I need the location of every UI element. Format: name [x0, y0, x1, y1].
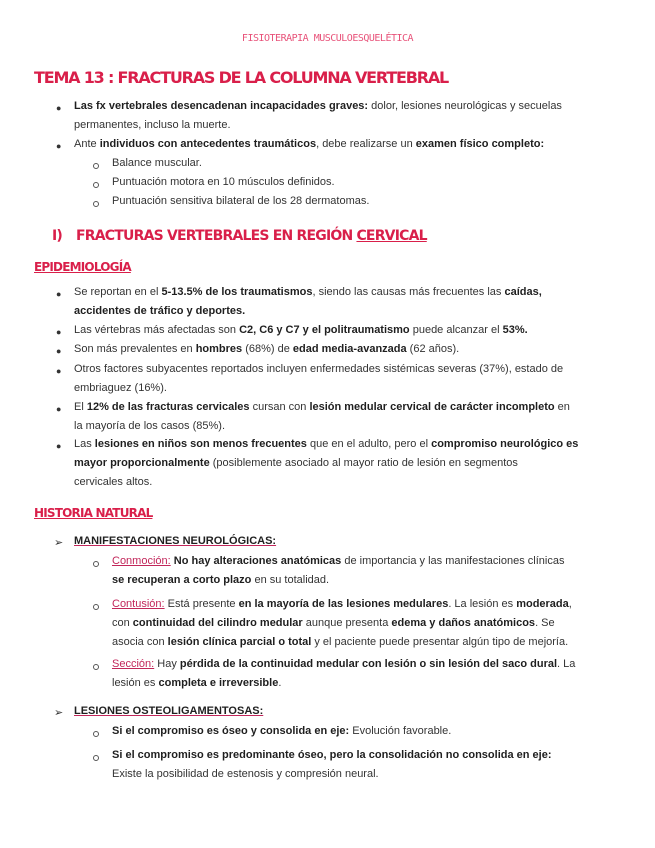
- epi-item-3: Son más prevalentes en hombres (68%) de edad media-avanzada (62 años).: [74, 343, 460, 355]
- lesiones-heading: LESIONES OSTEOLIGAMENTOSAS:: [74, 705, 264, 717]
- intro-item-1: Las fx vertebrales desencadenan incapacidades graves: dolor, lesiones neurológicas y secuelas permanentes, incluso la muerte.: [74, 100, 562, 131]
- lesion-item-1: Si el compromiso es óseo y consolida en eje: Evolución favorable.: [112, 725, 452, 737]
- bullet-icon: ●: [56, 141, 62, 151]
- circle-bullet-icon: [93, 201, 99, 207]
- bullet-icon: ●: [56, 327, 62, 337]
- circle-bullet-icon: [93, 664, 99, 670]
- circle-bullet-icon: [93, 731, 99, 737]
- intro-item-2: Ante individuos con antecedentes traumáticos, debe realizarse un examen físico completo:: [74, 138, 545, 150]
- circle-bullet-icon: [93, 604, 99, 610]
- intro-sub-item: Balance muscular.: [112, 157, 202, 169]
- circle-bullet-icon: [93, 163, 99, 169]
- epi-item-5: El 12% de las fracturas cervicales cursan con lesión medular cervical de carácter incompleto en la mayoría de los casos (85%).: [74, 401, 570, 432]
- bullet-icon: ●: [56, 366, 62, 376]
- seccion-item: Sección: Hay pérdida de la continuidad medular con lesión o sin lesión del saco dural. La lesión es completa e irreversible.: [112, 658, 576, 689]
- epi-item-1: Se reportan en el 5-13.5% de los traumatismos, siendo las causas más frecuentes las caídas, accidentes de tráfico y deportes.: [74, 286, 542, 317]
- arrow-bullet-icon: ➢: [54, 707, 64, 719]
- bullet-icon: ●: [56, 441, 62, 451]
- bullet-icon: ●: [56, 289, 62, 299]
- section-heading: I) FRACTURAS VERTEBRALES EN REGIÓN CERVICAL: [52, 228, 427, 244]
- intro-sub-item: Puntuación motora en 10 músculos definidos.: [112, 176, 335, 188]
- circle-bullet-icon: [93, 561, 99, 567]
- epi-item-6: Las lesiones en niños son menos frecuentes que en el adulto, pero el compromiso neurológico es mayor proporcionalmente (posiblemente asociado al mayor ratio de lesión en segmentos cervicales altos.: [74, 438, 579, 488]
- intro-sub-item: Puntuación sensitiva bilateral de los 28 dermatomas.: [112, 195, 370, 207]
- epi-item-4: Otros factores subyacentes reportados incluyen enfermedades sistémicas severas (37%), estado de embriaguez (16%).: [74, 363, 564, 394]
- epi-item-2: Las vértebras más afectadas son C2, C6 y C7 y el politraumatismo puede alcanzar el 53%.: [74, 324, 528, 336]
- circle-bullet-icon: [93, 755, 99, 761]
- contusion-item: Contusión: Está presente en la mayoría de las lesiones medulares. La lesión es moderada, con continuidad del cilindro medular aunque presenta edema y daños anatómicos. Se asocia con lesión clínica parcial o total y el paciente puede presentar algún tipo de mejoría.: [112, 598, 572, 648]
- bullet-icon: ●: [56, 404, 62, 414]
- epidemiologia-heading: EPIDEMIOLOGÍA: [34, 260, 131, 274]
- page-header: FISIOTERAPIA MUSCULOESQUELÉTICA: [241, 33, 414, 44]
- circle-bullet-icon: [93, 182, 99, 188]
- bullet-icon: ●: [56, 103, 62, 113]
- section-number: I): [52, 228, 63, 244]
- lesion-item-2: Si el compromiso es predominante óseo, pero la consolidación no consolida en eje: Existe la posibilidad de estenosis y compresión neural.: [112, 749, 552, 780]
- manifestaciones-heading: MANIFESTACIONES NEUROLÓGICAS:: [74, 535, 277, 547]
- bullet-icon: ●: [56, 346, 62, 356]
- arrow-bullet-icon: ➢: [54, 537, 64, 549]
- conmocion-item: Conmoción: No hay alteraciones anatómicas de importancia y las manifestaciones clínicas se recuperan a corto plazo en su totalidad.: [112, 555, 565, 586]
- historia-heading: HISTORIA NATURAL: [34, 506, 153, 520]
- page-title: TEMA 13 : FRACTURAS DE LA COLUMNA VERTEBRAL: [34, 68, 449, 87]
